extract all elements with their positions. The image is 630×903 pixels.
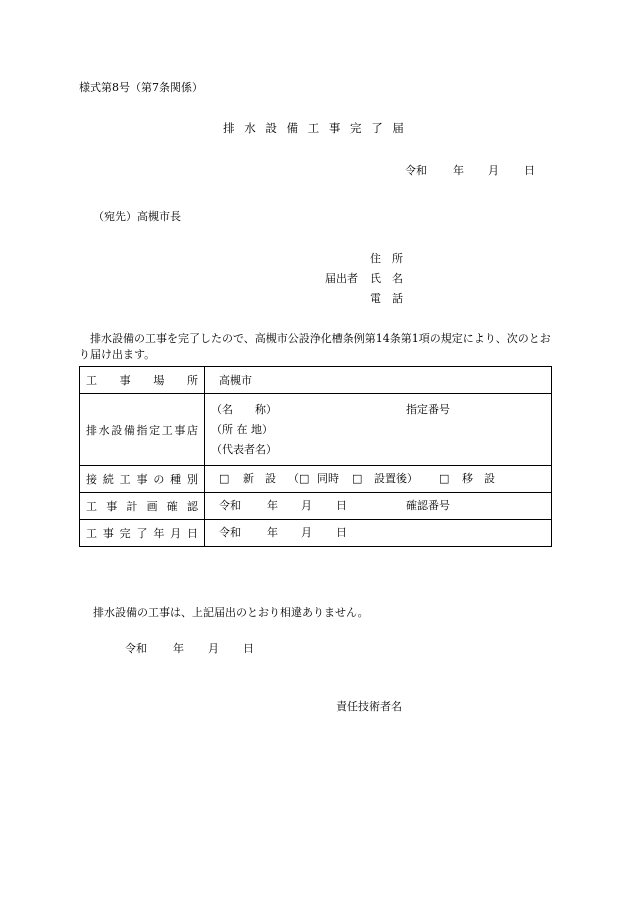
applicant-role: 届出者 bbox=[325, 272, 358, 285]
completion-date-cell bbox=[205, 520, 552, 547]
date-year: 年 bbox=[453, 164, 464, 177]
option-after-installation: 設置後） bbox=[374, 472, 418, 485]
addressee: （宛先）高槻市長 bbox=[93, 210, 181, 223]
plan-day: 日 bbox=[336, 499, 347, 512]
checkbox-relocation[interactable]: □ bbox=[439, 472, 450, 485]
option-new: 新 設 bbox=[243, 472, 276, 485]
form-number: 様式第8号（第7条関係） bbox=[79, 81, 203, 94]
table-row bbox=[80, 493, 552, 520]
contractor-cell bbox=[205, 394, 552, 466]
date-era: 令和 bbox=[405, 164, 427, 177]
option-simultaneous: 同時 bbox=[317, 472, 339, 485]
connection-type-label: 接続工事の種別 bbox=[80, 466, 205, 493]
contractor-name-label: （名 称） bbox=[211, 402, 277, 416]
contractor-address-label: （所 在 地） bbox=[211, 422, 273, 436]
document-title: 排 水 設 備 工 事 完 了 届 bbox=[223, 121, 407, 135]
responsible-engineer-label: 責任技術者名 bbox=[336, 700, 402, 713]
checkbox-simultaneous[interactable]: （□ bbox=[288, 472, 310, 485]
closing-statement: 排水設備の工事は、上記届出のとおり相違ありません。 bbox=[93, 606, 369, 619]
site-label: 工事場所 bbox=[80, 367, 205, 394]
sign-year: 年 bbox=[173, 642, 184, 655]
completion-month: 月 bbox=[301, 526, 312, 539]
date-month: 月 bbox=[488, 164, 499, 177]
plan-month: 月 bbox=[301, 499, 312, 512]
completion-year: 年 bbox=[267, 526, 278, 539]
option-relocation: 移 設 bbox=[462, 472, 495, 485]
connection-type-cell bbox=[205, 466, 552, 493]
sign-day: 日 bbox=[243, 642, 254, 655]
address-label: 住 所 bbox=[370, 252, 403, 265]
completion-era: 令和 bbox=[219, 526, 241, 539]
completion-form-table bbox=[79, 366, 552, 547]
table-row bbox=[80, 520, 552, 547]
completion-date-label: 工事完了年月日 bbox=[80, 520, 205, 547]
completion-day: 日 bbox=[336, 526, 347, 539]
contractor-representative-label: （代表者名） bbox=[211, 442, 277, 456]
checkbox-new[interactable]: □ bbox=[219, 472, 230, 485]
plan-year: 年 bbox=[267, 499, 278, 512]
body-text: 排水設備の工事を完了したので、高槻市公設浄化槽条例第14条第1項の規定により、次のとおり届け出ます。 bbox=[79, 332, 551, 361]
phone-label: 電 話 bbox=[370, 292, 403, 305]
site-value: 高槻市 bbox=[205, 367, 552, 394]
confirmation-number-label: 確認番号 bbox=[406, 499, 450, 512]
plan-confirmation-label: 工事計画確認 bbox=[80, 493, 205, 520]
date-day: 日 bbox=[524, 164, 535, 177]
checkbox-after-installation[interactable]: □ bbox=[352, 472, 363, 485]
table-row bbox=[80, 367, 552, 394]
sign-era: 令和 bbox=[125, 642, 147, 655]
designation-number-label: 指定番号 bbox=[406, 402, 450, 416]
sign-month: 月 bbox=[208, 642, 219, 655]
table-row bbox=[80, 394, 552, 466]
plan-confirmation-cell bbox=[205, 493, 552, 520]
name-label: 氏 名 bbox=[370, 272, 403, 285]
table-row bbox=[80, 466, 552, 493]
contractor-label: 排水設備指定工事店 bbox=[80, 394, 205, 466]
plan-era: 令和 bbox=[219, 499, 241, 512]
